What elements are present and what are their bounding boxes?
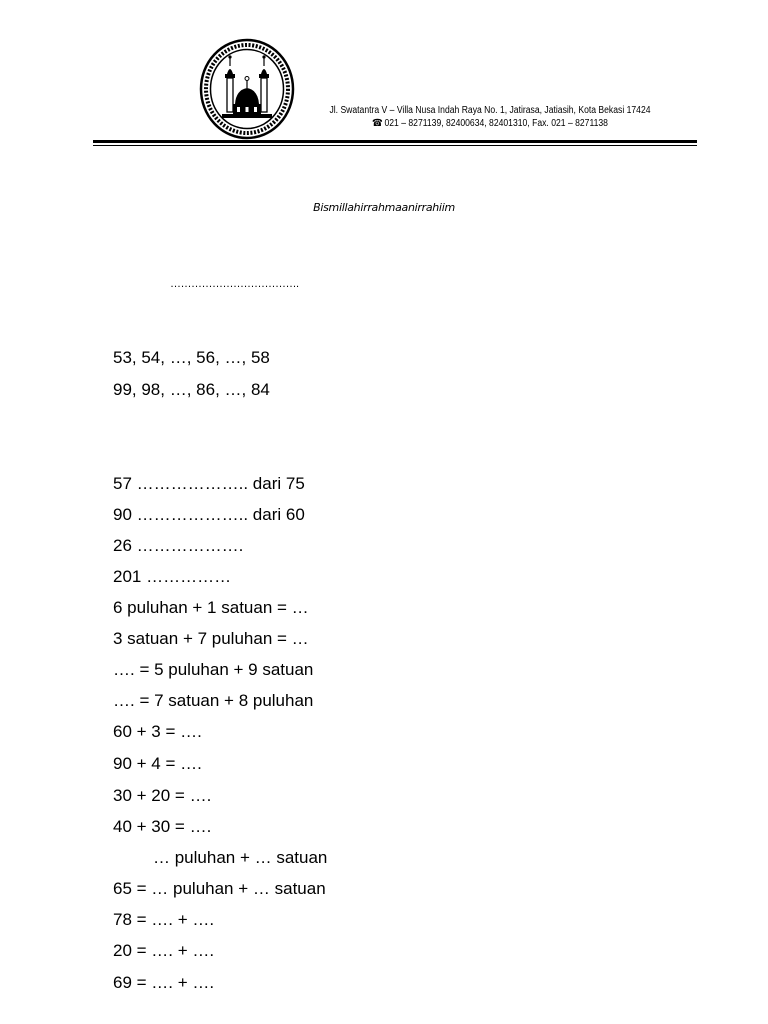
sequence-question: 99, 98, …, 86, …, 84 (113, 380, 270, 399)
question-line: 40 + 30 = …. (113, 817, 212, 836)
school-address: Jl. Swatantra V – Villa Nusa Indah Raya No. 1, Jatirasa, Jatiasih, Kota Bekasi 17424 (329, 105, 651, 116)
name-blank-line: ………………………………. (170, 278, 299, 290)
question-line: 20 = …. + …. (113, 941, 215, 960)
question-line: …. = 5 puluhan + 9 satuan (113, 660, 314, 679)
header-divider-thick (93, 140, 697, 143)
question-line: 201 …………… (113, 567, 232, 586)
question-line: 6 puluhan + 1 satuan = … (113, 598, 309, 617)
question-line: 69 = …. + …. (113, 973, 215, 992)
question-line: 65 = … puluhan + … satuan (113, 879, 326, 898)
question-line: 78 = …. + …. (113, 910, 215, 929)
phone-icon: ☎ (372, 118, 383, 129)
question-line: 90 ……………….. dari 60 (113, 505, 305, 524)
question-line: 26 ………………. (113, 536, 244, 555)
basmala-heading: Bismillahirrahmaanirrahiim (313, 201, 455, 214)
question-line: 30 + 20 = …. (113, 786, 212, 805)
header-divider-thin (93, 145, 697, 146)
question-line: …. = 7 satuan + 8 puluhan (113, 691, 314, 710)
sequence-question: 53, 54, …, 56, …, 58 (113, 348, 270, 367)
school-logo (198, 38, 296, 140)
question-line: … puluhan + … satuan (153, 848, 328, 867)
question-line: 60 + 3 = …. (113, 722, 202, 741)
question-line: 3 satuan + 7 puluhan = … (113, 629, 309, 648)
question-line: 90 + 4 = …. (113, 754, 202, 773)
school-contact-header (327, 104, 654, 130)
question-line: 57 ……………….. dari 75 (113, 474, 305, 493)
school-contact-numbers: 021 – 8271139, 82400634, 82401310, Fax. 021 – 8271138 (384, 118, 608, 129)
school-contact-line (327, 117, 654, 130)
